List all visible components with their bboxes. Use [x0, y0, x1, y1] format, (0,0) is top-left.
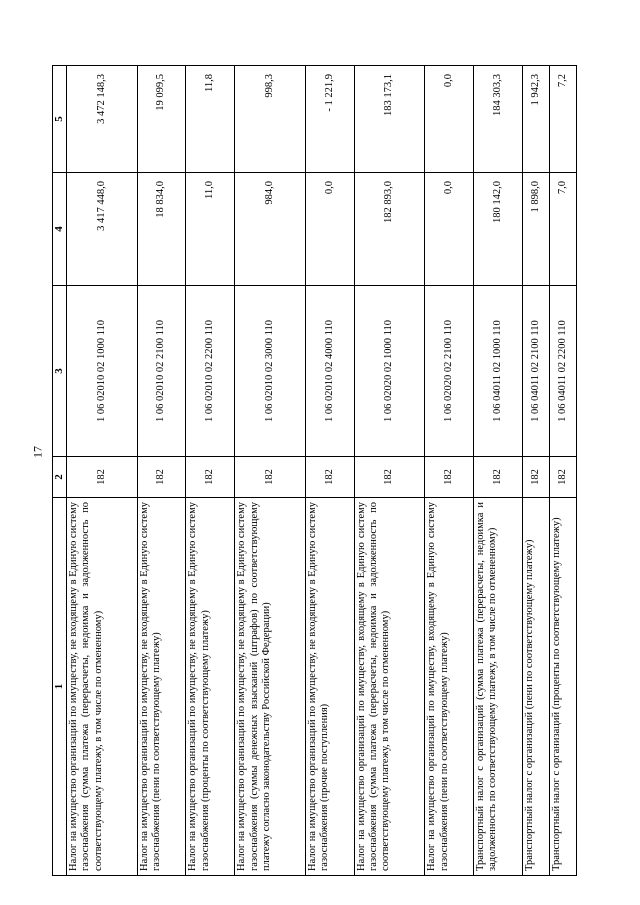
table-row — [474, 66, 523, 876]
row-name: Транспортный налог с организаций (пени по соответствующему платежу) — [522, 498, 549, 876]
row-name: Транспортный налог с организаций (сумма платежа (перерасчеты, недоимка и задолженность по соответствующему платежу, в том числе по отмененному) — [474, 498, 523, 876]
row-fact-value: 184 303,3 — [474, 66, 523, 173]
row-admin-code: 182 — [549, 457, 576, 498]
row-fact-value: 3 472 148,3 — [67, 66, 138, 173]
row-budget-code: 1 06 04011 02 2200 110 — [549, 286, 576, 457]
row-name: Налог на имущество организаций по имуществу, входящему в Единую систему газоснабжения (пени по соответствующему платежу) — [425, 498, 474, 876]
row-plan-value: 0,0 — [305, 173, 354, 286]
row-budget-code: 1 06 02010 02 4000 110 — [305, 286, 354, 457]
page-number: 17 — [30, 446, 45, 458]
table-row — [137, 66, 186, 876]
row-fact-value: 183 173,1 — [354, 66, 425, 173]
table-row — [235, 66, 306, 876]
row-admin-code: 182 — [67, 457, 138, 498]
row-admin-code: 182 — [354, 457, 425, 498]
row-fact-value: 19 099,5 — [137, 66, 186, 173]
row-plan-value: 182 893,0 — [354, 173, 425, 286]
header-row — [53, 66, 67, 876]
table-row — [67, 66, 138, 876]
row-plan-value: 7,0 — [549, 173, 576, 286]
table-row — [305, 66, 354, 876]
row-budget-code: 1 06 04011 02 2100 110 — [522, 286, 549, 457]
row-plan-value: 18 834,0 — [137, 173, 186, 286]
header-col-2: 2 — [53, 457, 67, 498]
table-row — [549, 66, 576, 876]
row-fact-value: - 1 221,9 — [305, 66, 354, 173]
row-admin-code: 182 — [474, 457, 523, 498]
row-admin-code: 182 — [235, 457, 306, 498]
row-name: Налог на имущество организаций по имуществу, не входящему в Единую систему газоснабжения (прочие поступления) — [305, 498, 354, 876]
row-name: Налог на имущество организаций по имуществу, не входящему в Единую систему газоснабжения (пени по соответствующему платежу) — [137, 498, 186, 876]
table-row — [186, 66, 235, 876]
header-col-1: 1 — [53, 498, 67, 876]
row-admin-code: 182 — [425, 457, 474, 498]
row-fact-value: 0,0 — [425, 66, 474, 173]
rotated-page — [52, 66, 577, 876]
row-budget-code: 1 06 02020 02 1000 110 — [354, 286, 425, 457]
row-admin-code: 182 — [186, 457, 235, 498]
row-fact-value: 7,2 — [549, 66, 576, 173]
row-name: Налог на имущество организаций по имуществу, входящему в Единую систему газоснабжения (сумма платежа (перерасчеты, недоимка и задолженность по соответствующему платежу, в том числе по отмененному) — [354, 498, 425, 876]
row-fact-value: 11,8 — [186, 66, 235, 173]
row-plan-value: 180 142,0 — [474, 173, 523, 286]
row-plan-value: 1 898,0 — [522, 173, 549, 286]
revenue-table — [52, 65, 577, 876]
row-plan-value: 0,0 — [425, 173, 474, 286]
row-budget-code: 1 06 02010 02 3000 110 — [235, 286, 306, 457]
row-fact-value: 1 942,3 — [522, 66, 549, 173]
row-admin-code: 182 — [137, 457, 186, 498]
row-name: Транспортный налог с организаций (проценты по соответствующему платежу) — [549, 498, 576, 876]
table-row — [522, 66, 549, 876]
row-name: Налог на имущество организаций по имуществу, не входящему в Единую систему газоснабжения (суммы денежных взысканий (штрафов) по соответствующему платежу согласно законодательству Российской Федерации) — [235, 498, 306, 876]
row-budget-code: 1 06 04011 02 1000 110 — [474, 286, 523, 457]
row-plan-value: 11,0 — [186, 173, 235, 286]
row-budget-code: 1 06 02010 02 2100 110 — [137, 286, 186, 457]
row-admin-code: 182 — [522, 457, 549, 498]
header-col-5: 5 — [53, 66, 67, 173]
header-col-3: 3 — [53, 286, 67, 457]
row-name: Налог на имущество организаций по имуществу, не входящему в Единую систему газоснабжения (сумма платежа (перерасчеты, недоимка и задолженность по соответствующему платежу, в том числе по отмененному) — [67, 498, 138, 876]
row-budget-code: 1 06 02010 02 2200 110 — [186, 286, 235, 457]
row-budget-code: 1 06 02020 02 2100 110 — [425, 286, 474, 457]
header-col-4: 4 — [53, 173, 67, 286]
row-budget-code: 1 06 02010 02 1000 110 — [67, 286, 138, 457]
row-fact-value: 998,3 — [235, 66, 306, 173]
row-admin-code: 182 — [305, 457, 354, 498]
row-plan-value: 3 417 448,0 — [67, 173, 138, 286]
table-row — [425, 66, 474, 876]
row-plan-value: 984,0 — [235, 173, 306, 286]
table-row — [354, 66, 425, 876]
row-name: Налог на имущество организаций по имуществу, не входящему в Единую систему газоснабжения (проценты по соответствующему платежу) — [186, 498, 235, 876]
